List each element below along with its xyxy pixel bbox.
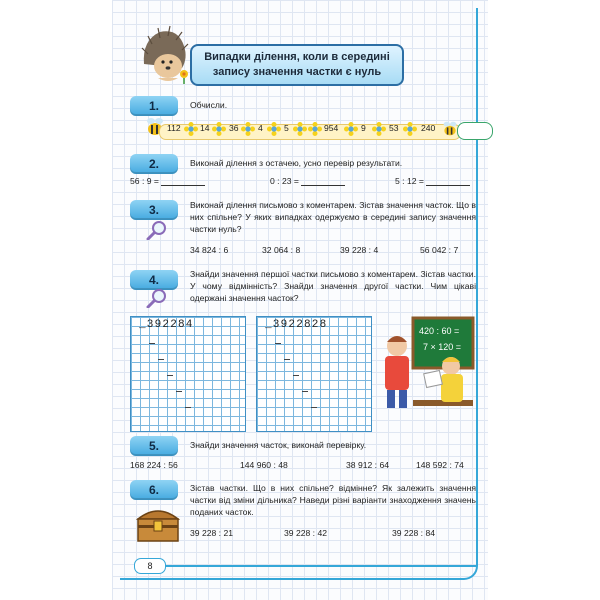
kids-chalkboard-illustration — [379, 316, 475, 410]
answer-blank[interactable] — [161, 176, 205, 186]
magnifier-icon — [146, 288, 168, 308]
flower-icon — [212, 122, 226, 136]
expression: 56 042 : 7 — [420, 245, 459, 255]
dash-mark — [293, 375, 299, 376]
expression: 39 228 : 42 — [284, 528, 328, 538]
expression — [130, 176, 205, 186]
expression: 39 228 : 84 — [392, 528, 436, 538]
dash-mark — [167, 375, 173, 376]
bee-icon — [442, 120, 458, 138]
flower-icon — [184, 122, 198, 136]
flower-icon — [241, 122, 255, 136]
grid-digits: _392284 — [139, 319, 194, 331]
dash-mark — [176, 391, 182, 392]
expression: 39 228 : 4 — [340, 245, 379, 255]
expression-text: 56 : 9 = — [130, 176, 159, 186]
flower-icon — [403, 122, 417, 136]
chain-value: 5 — [284, 123, 289, 133]
exercise-4-text: Знайди значення першої частки письмово з коментарем. Зістав частки. У чому відмінність? Знайди значення другої частки. Чим цікаві одержані значення часток? — [190, 269, 476, 303]
expression-text: 0 : 23 = — [270, 176, 299, 186]
chain-value: 4 — [258, 123, 263, 133]
chain-value: 14 — [200, 123, 210, 133]
division-grid-1 — [130, 316, 246, 432]
chain-value: 9 — [361, 123, 366, 133]
chain-value: 954 — [324, 123, 339, 133]
hedgehog-icon — [138, 24, 190, 84]
chain-answer-oval — [457, 122, 493, 140]
flower-icon — [372, 122, 386, 136]
chain-value: 36 — [229, 123, 239, 133]
expression: 38 912 : 64 — [346, 460, 390, 470]
calculation-chain — [145, 116, 485, 146]
flower-icon — [308, 122, 322, 136]
dash-mark — [284, 359, 290, 360]
page-number: 8 — [134, 558, 166, 574]
expression: 144 960 : 48 — [240, 460, 288, 470]
expression — [395, 176, 470, 186]
flower-icon — [267, 122, 281, 136]
exercise-3-number: 3. — [130, 200, 178, 220]
expression: 148 592 : 74 — [416, 460, 464, 470]
dash-mark — [149, 343, 155, 344]
exercise-5-number: 5. — [130, 436, 178, 456]
board-line-1: 420 : 60 = — [419, 326, 460, 336]
answer-blank[interactable] — [301, 176, 345, 186]
answer-blank[interactable] — [426, 176, 470, 186]
expression-text: 5 : 12 = — [395, 176, 424, 186]
exercise-6-number: 6. — [130, 480, 178, 500]
dash-mark — [275, 343, 281, 344]
dash-mark — [158, 359, 164, 360]
dash-mark — [185, 407, 191, 408]
exercise-1-number: 1. — [130, 96, 178, 116]
division-grid-2 — [256, 316, 372, 432]
exercise-2-number: 2. — [130, 154, 178, 174]
expression: 34 824 : 6 — [190, 245, 229, 255]
dash-mark — [311, 407, 317, 408]
title-line-1: Випадки ділення, коли в середині — [204, 51, 390, 63]
chain-value: 53 — [389, 123, 399, 133]
expression: 32 064 : 8 — [262, 245, 301, 255]
exercise-5-text: Знайди значення часток, виконай перевірку. — [190, 440, 367, 450]
exercise-1-text: Обчисли. — [190, 100, 228, 110]
exercise-3-text: Виконай ділення письмово з коментарем. Зістав значення часток. Що в них спільне? У яких випадках одержуємо в середині запису значення частки нуль? — [190, 200, 476, 234]
flower-icon — [293, 122, 307, 136]
grid-digits: _3922828 — [265, 319, 328, 331]
expression: 168 224 : 56 — [130, 460, 178, 470]
expression — [270, 176, 345, 186]
dash-mark — [302, 391, 308, 392]
chain-value: 240 — [421, 123, 436, 133]
exercise-6-text: Зістав частки. Що в них спільне? відмінне? Як залежить значення частки від зміни дільника? Наведи різні варіанти знаходження значень поданих часток. — [190, 483, 476, 517]
expression: 39 228 : 21 — [190, 528, 234, 538]
exercise-4-number: 4. — [130, 270, 178, 290]
flower-icon — [344, 122, 358, 136]
exercise-2-text: Виконай ділення з остачею, усно перевір результати. — [190, 158, 403, 168]
chain-value: 112 — [167, 123, 181, 133]
page-title — [190, 44, 404, 86]
board-line-2: 7 × 120 = — [423, 342, 462, 352]
magnifier-icon — [146, 220, 168, 240]
title-line-2: запису значення частки є нуль — [212, 66, 382, 78]
treasure-chest-icon — [134, 503, 182, 543]
footer-line — [164, 565, 476, 567]
